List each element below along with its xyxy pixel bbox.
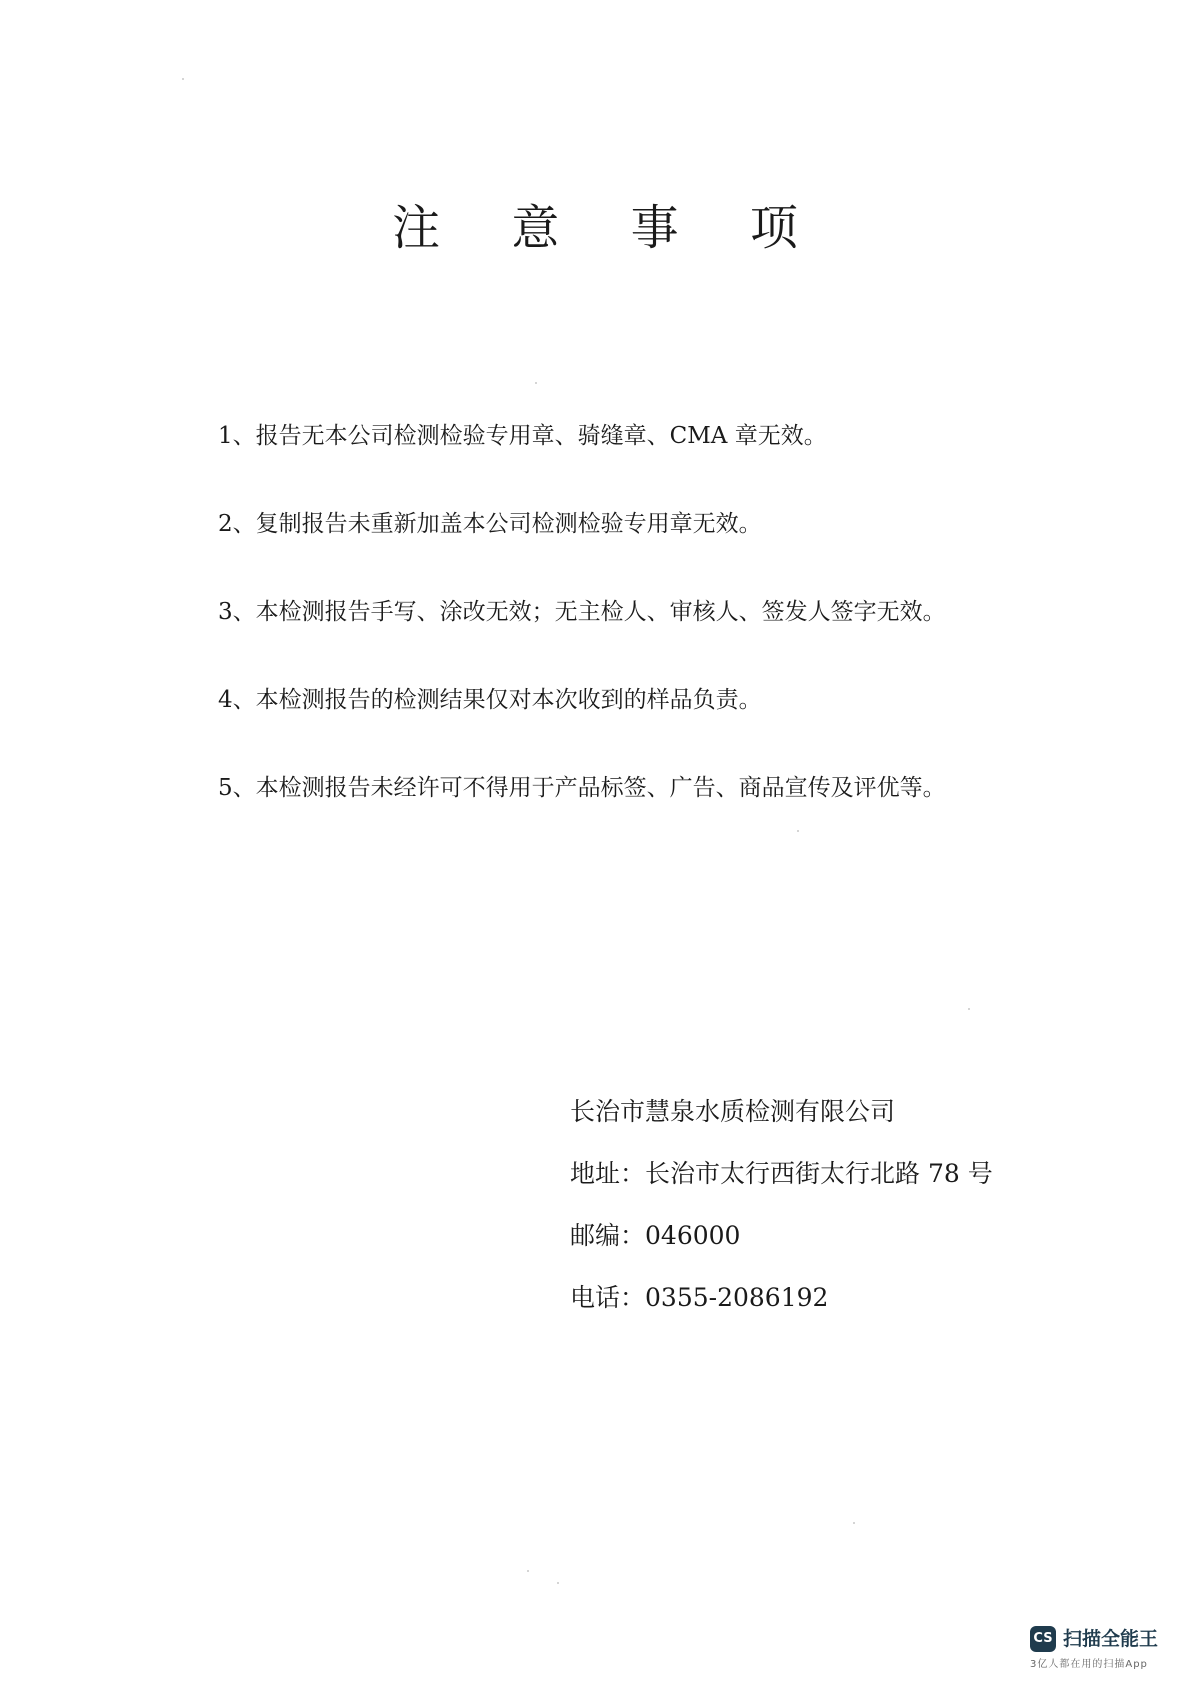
company-address bbox=[570, 1157, 993, 1219]
company-phone bbox=[570, 1281, 993, 1343]
notice-item-4: 4、本检测报告的检测结果仅对本次收到的样品负责。 bbox=[218, 687, 762, 713]
scan-speck bbox=[968, 1008, 970, 1010]
watermark-brand: 扫描全能王 bbox=[1063, 1628, 1159, 1650]
scan-speck bbox=[797, 830, 799, 832]
company-info bbox=[570, 1095, 993, 1343]
notice-item-1: 1、报告无本公司检测检验专用章、骑缝章、CMA 章无效。 bbox=[218, 423, 827, 449]
notice-item-5: 5、本检测报告未经许可不得用于产品标签、广告、商品宣传及评优等。 bbox=[218, 775, 946, 801]
address-value: 长治市太行西街太行北路 78 号 bbox=[645, 1159, 993, 1188]
scan-speck bbox=[557, 1582, 559, 1584]
page-title: 注 意 事 项 bbox=[392, 200, 826, 256]
postcode-value: 046000 bbox=[645, 1221, 741, 1250]
scan-speck bbox=[535, 382, 537, 384]
scan-speck bbox=[182, 78, 184, 80]
watermark-tagline: 3亿人都在用的扫描App bbox=[1030, 1659, 1148, 1670]
postcode-label: 邮编： bbox=[570, 1221, 646, 1250]
notice-item-2: 2、复制报告未重新加盖本公司检测检验专用章无效。 bbox=[218, 511, 762, 537]
camscanner-logo-icon: CS bbox=[1030, 1626, 1056, 1652]
phone-value: 0355-2086192 bbox=[645, 1283, 829, 1312]
scanner-watermark bbox=[1030, 1626, 1180, 1676]
notice-item-3: 3、本检测报告手写、涂改无效；无主检人、审核人、签发人签字无效。 bbox=[218, 599, 946, 625]
notice-list bbox=[218, 420, 946, 860]
company-name: 长治市慧泉水质检测有限公司 bbox=[570, 1097, 896, 1126]
scan-speck bbox=[853, 1522, 855, 1524]
address-label: 地址： bbox=[570, 1159, 646, 1188]
scan-speck bbox=[527, 1570, 529, 1572]
phone-label: 电话： bbox=[570, 1283, 646, 1312]
company-postcode bbox=[570, 1219, 993, 1281]
